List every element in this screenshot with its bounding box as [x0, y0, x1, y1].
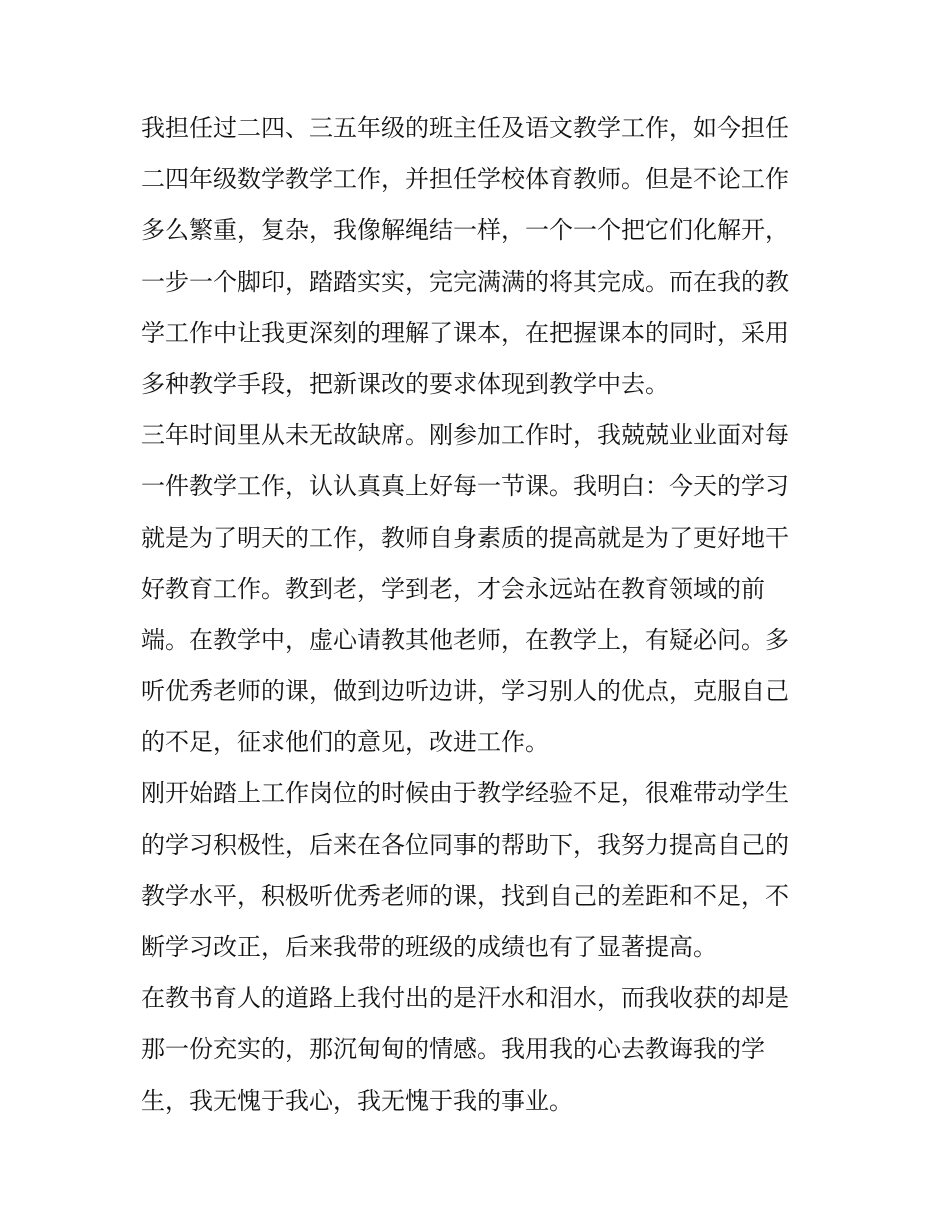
text-line: 二四年级数学教学工作，并担任学校体育教师。但是不论工作 [141, 165, 789, 194]
text-line: 三年时间里从未无故缺席。刚参加工作时，我兢兢业业面对每 [141, 421, 789, 450]
text-line: 就是为了明天的工作，教师自身素质的提高就是为了更好地干 [141, 523, 789, 552]
text-line: 那一份充实的，那沉甸甸的情感。我用我的心去教诲我的学 [141, 1035, 765, 1064]
text-line: 生，我无愧于我心，我无愧于我的事业。 [141, 1086, 573, 1115]
text-line: 在教书育人的道路上我付出的是汗水和泪水，而我收获的却是 [141, 984, 789, 1013]
text-line: 听优秀老师的课，做到边听边讲，学习别人的优点，克服自己 [141, 677, 789, 706]
text-line: 一步一个脚印，踏踏实实，完完满满的将其完成。而在我的教 [141, 267, 789, 296]
document-body [141, 103, 821, 1127]
text-line: 的不足，征求他们的意见，改进工作。 [141, 728, 549, 757]
text-line: 一件教学工作，认认真真上好每一节课。我明白：今天的学习 [141, 472, 789, 501]
text-line: 多种教学手段，把新课改的要求体现到教学中去。 [141, 369, 669, 398]
text-line: 的学习积极性，后来在各位同事的帮助下，我努力提高自己的 [141, 830, 789, 859]
text-line: 学工作中让我更深刻的理解了课本，在把握课本的同时，采用 [141, 318, 789, 347]
text-line: 教学水平，积极听优秀老师的课，找到自己的差距和不足，不 [141, 881, 789, 910]
text-line: 刚开始踏上工作岗位的时候由于教学经验不足，很难带动学生 [141, 779, 789, 808]
text-line: 我担任过二四、三五年级的班主任及语文教学工作，如今担任 [141, 114, 789, 142]
text-line: 端。在教学中，虚心请教其他老师，在教学上，有疑必问。多 [141, 625, 789, 654]
text-line: 好教育工作。教到老，学到老，才会永远站在教育领域的前 [141, 574, 765, 603]
text-line: 多么繁重，复杂，我像解绳结一样，一个一个把它们化解开， [141, 216, 789, 245]
text-line: 断学习改正，后来我带的班级的成绩也有了显著提高。 [141, 933, 717, 961]
